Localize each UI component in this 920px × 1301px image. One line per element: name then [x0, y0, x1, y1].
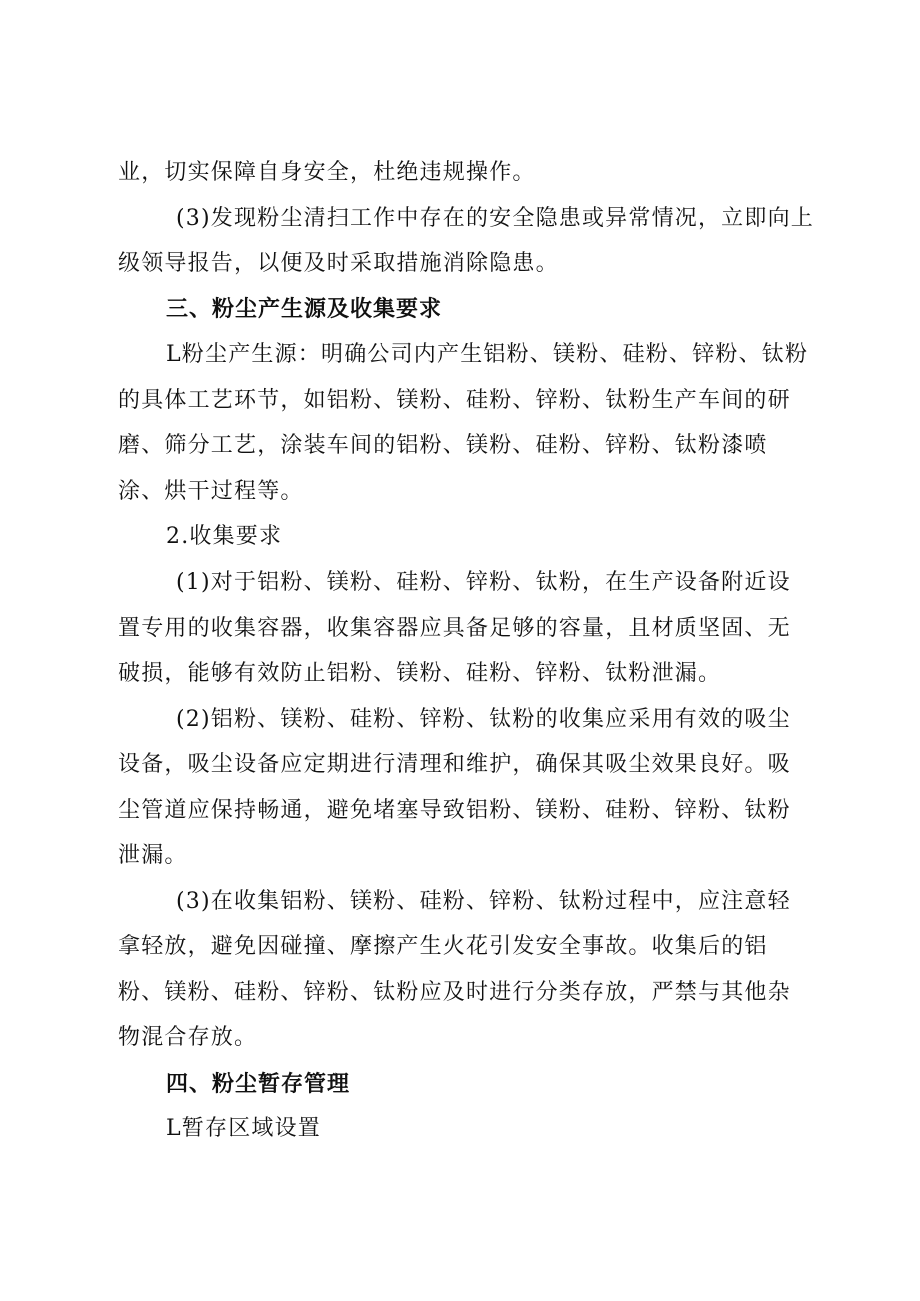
- paragraph-line: (3)在收集铝粉、镁粉、硅粉、锌粉、钛粉过程中，应注意轻: [176, 889, 791, 914]
- paragraph-line: 破损，能够有效防止铝粉、镁粉、硅粉、锌粉、钛粉泄漏。: [118, 661, 722, 686]
- section-heading: 三、粉尘产生源及收集要求: [166, 297, 443, 322]
- paragraph-line: 粉、镁粉、硅粉、锌粉、钛粉应及时进行分类存放，严禁与其他杂: [118, 980, 791, 1005]
- paragraph-line: 尘管道应保持畅通，避免堵塞导致铝粉、镁粉、硅粉、锌粉、钛粉: [118, 798, 791, 823]
- paragraph-line: 设备，吸尘设备应定期进行清理和维护，确保其吸尘效果良好。吸: [118, 752, 791, 777]
- paragraph-line: 的具体工艺环节，如铝粉、镁粉、硅粉、锌粉、钛粉生产车间的研: [118, 388, 791, 413]
- paragraph-line: (3)发现粉尘清扫工作中存在的安全隐患或异常情况，立即向上: [176, 206, 814, 231]
- paragraph-line: 业，切实保障自身安全，杜绝违规操作。: [118, 160, 536, 185]
- section-heading: 四、粉尘暂存管理: [166, 1072, 351, 1097]
- paragraph-line: 泄漏。: [118, 843, 188, 868]
- paragraph-line: L粉尘产生源：明确公司内产生铝粉、镁粉、硅粉、锌粉、钛粉: [166, 342, 809, 367]
- paragraph-line: 磨、筛分工艺，涂装车间的铝粉、镁粉、硅粉、锌粉、钛粉漆喷: [118, 433, 768, 458]
- paragraph-line: 拿轻放，避免因碰撞、摩擦产生火花引发安全事故。收集后的铝: [118, 934, 768, 959]
- paragraph-line: 物混合存放。: [118, 1025, 258, 1050]
- subsection-heading: L暂存区域设置: [166, 1116, 322, 1141]
- paragraph-line: 涂、烘干过程等。: [118, 479, 304, 504]
- paragraph-line: 级领导报告，以便及时采取措施消除隐患。: [118, 251, 559, 276]
- paragraph-line: (2)铝粉、镁粉、硅粉、锌粉、钛粉的收集应采用有效的吸尘: [176, 707, 791, 732]
- subsection-heading: 2.收集要求: [166, 524, 283, 549]
- paragraph-line: (1)对于铝粉、镁粉、硅粉、锌粉、钛粉，在生产设备附近设: [176, 570, 791, 595]
- paragraph-line: 置专用的收集容器，收集容器应具备足够的容量，且材质坚固、无: [118, 616, 791, 641]
